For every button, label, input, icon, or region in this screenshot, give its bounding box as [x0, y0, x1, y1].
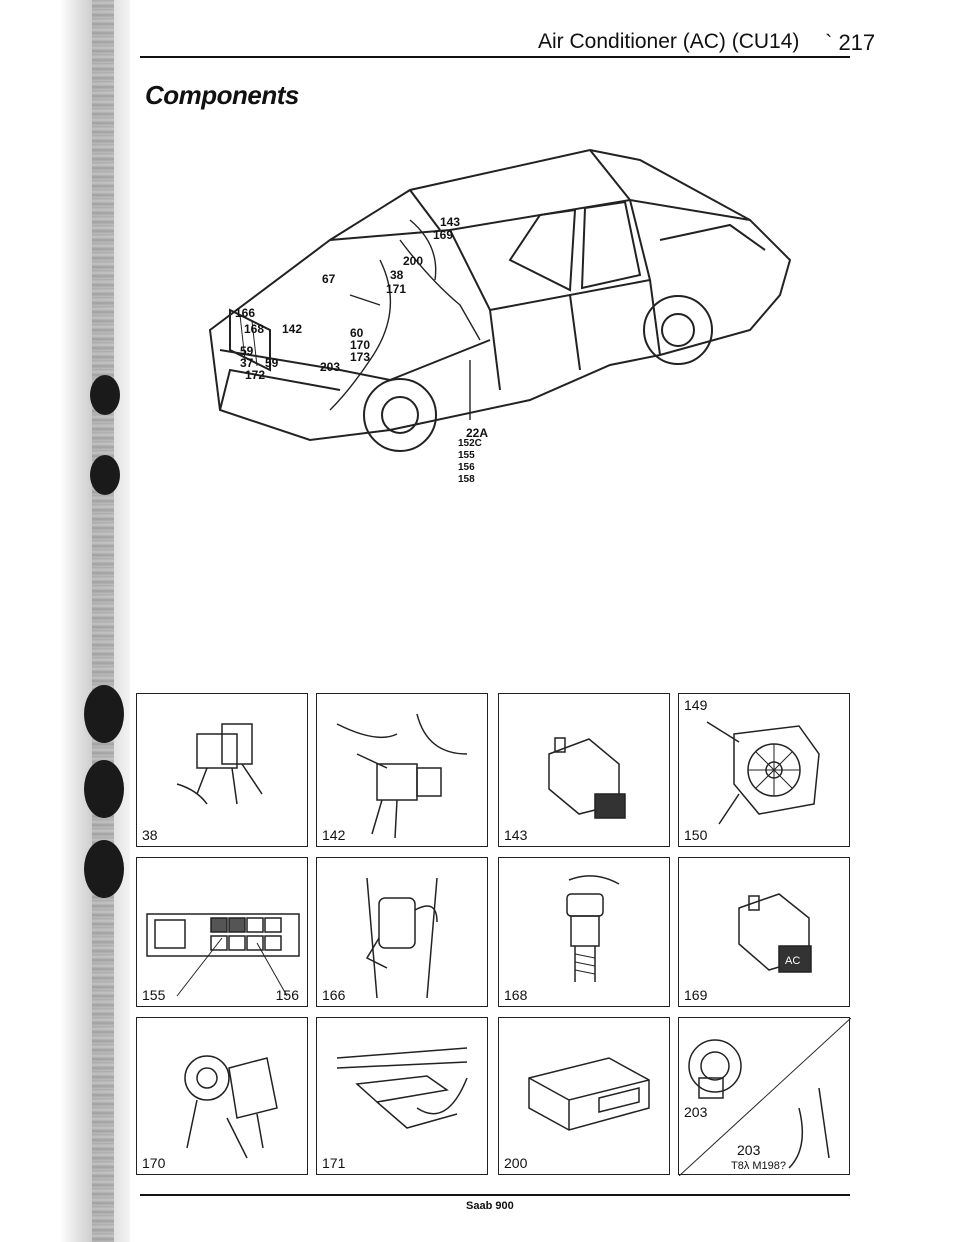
callout-158: 158: [458, 474, 475, 485]
panel-label: 143: [504, 827, 528, 843]
panel-label: 166: [322, 987, 346, 1003]
ecu-drawing: [499, 1018, 671, 1176]
car-drawing: [190, 130, 830, 510]
callout-156: 156: [458, 462, 475, 473]
page-number: ` 217: [825, 30, 876, 55]
callout-170: 170: [350, 338, 371, 352]
panel-168: [498, 857, 670, 1007]
panel-label: 203: [737, 1142, 761, 1158]
fuse-box-drawing: [137, 858, 309, 1008]
control-unit-drawing: [679, 694, 851, 848]
sensor-drawing: [317, 858, 489, 1008]
callout-173: 173: [350, 350, 371, 364]
panel-label-top: 203: [684, 1104, 708, 1120]
punch-hole: [90, 455, 120, 495]
callout-155: 155: [458, 450, 475, 461]
callout-142: 142: [282, 322, 303, 336]
callout-143: 143: [440, 215, 461, 229]
panel-label: 170: [142, 1155, 166, 1171]
footer-text: Saab 900: [466, 1200, 514, 1212]
panel-170: [136, 1017, 308, 1175]
panel-label-right: 156: [275, 987, 299, 1003]
panel-200: [498, 1017, 670, 1175]
panel-label: 200: [504, 1155, 528, 1171]
ac-switch-drawing: [679, 858, 851, 1008]
callout-200: 200: [403, 254, 424, 268]
module-drawing: [317, 1018, 489, 1176]
callout-37: 37: [240, 356, 254, 370]
panel-171: [316, 1017, 488, 1175]
compressor-drawing: [137, 1018, 309, 1176]
motor-drawing: [679, 1018, 851, 1176]
panel-143: [498, 693, 670, 847]
callout-203: 203: [320, 360, 341, 374]
callout-38: 38: [390, 268, 404, 282]
ac-symbol-icon: AC: [785, 955, 801, 967]
relay-drawing: [137, 694, 309, 848]
panel-label: 155: [142, 987, 166, 1003]
panel-155-156: [136, 857, 308, 1007]
pressure-switch-drawing: [499, 858, 671, 1008]
binding-shadow: [92, 0, 114, 1242]
callout-168: 168: [244, 322, 265, 336]
connector-drawing: [317, 694, 489, 848]
header-rule: [140, 56, 850, 58]
panel-label: 168: [504, 987, 528, 1003]
callout-22a: 22A: [466, 426, 489, 440]
panel-label: 38: [142, 827, 158, 843]
callout-67: 67: [322, 272, 336, 286]
callout-169: 169: [433, 228, 454, 242]
panel-label-code: T8λ M198?: [731, 1160, 787, 1172]
car-illustration: [190, 130, 830, 510]
panel-166: [316, 857, 488, 1007]
callout-152c: 152C: [458, 438, 482, 449]
punch-hole: [84, 840, 124, 898]
panel-label-top: 149: [684, 697, 708, 713]
callout-166: 166: [235, 306, 256, 320]
panel-142: [316, 693, 488, 847]
punch-hole: [90, 375, 120, 415]
component-grid: [136, 693, 852, 1185]
callout-60: 60: [350, 326, 364, 340]
punch-hole: [84, 685, 124, 743]
panel-149-150: [678, 693, 850, 847]
panel-label: 169: [684, 987, 708, 1003]
panel-38: [136, 693, 308, 847]
switch-drawing: [499, 694, 671, 848]
panel-203: [678, 1017, 850, 1175]
panel-label: 142: [322, 827, 346, 843]
footer-rule: [140, 1194, 850, 1196]
callout-172: 172: [245, 368, 266, 382]
panel-169: [678, 857, 850, 1007]
panel-label: 171: [322, 1155, 346, 1171]
callout-59: 59: [240, 344, 254, 358]
page-header-title: Air Conditioner (AC) (CU14): [538, 30, 800, 53]
section-title: Components: [145, 80, 299, 110]
punch-hole: [84, 760, 124, 818]
panel-label: 150: [684, 827, 708, 843]
callout-59-b: 59: [265, 356, 279, 370]
callout-171: 171: [386, 282, 407, 296]
